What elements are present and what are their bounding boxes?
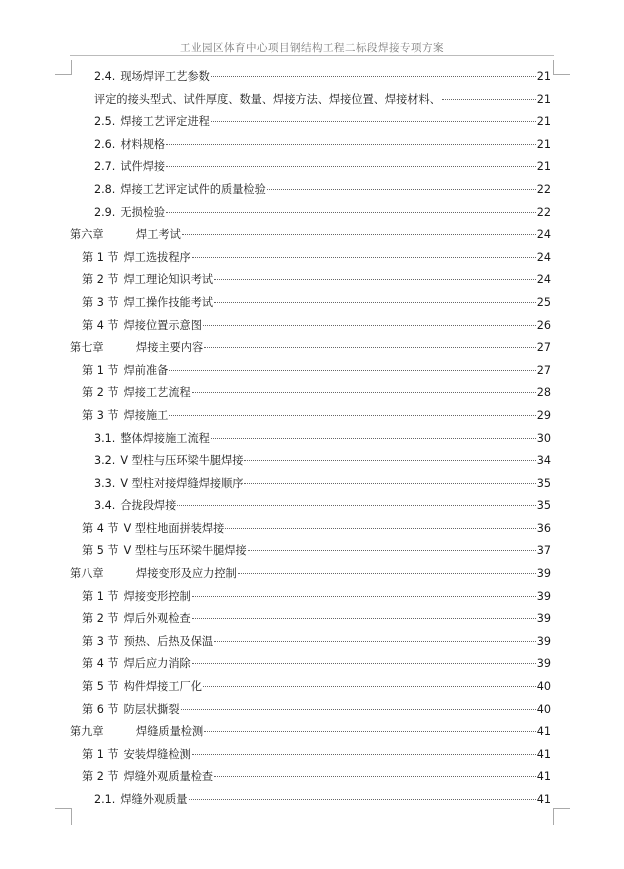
- toc-leader-dots: [203, 325, 536, 326]
- toc-leader-dots: [192, 257, 536, 258]
- toc-page-number: 39: [536, 567, 551, 581]
- toc-entry-number: 第 4 节: [82, 657, 119, 671]
- toc-entry-number: 第 2 节: [82, 273, 119, 287]
- toc-leader-dots: [166, 212, 536, 213]
- toc-page-number: 40: [536, 680, 551, 694]
- toc-leader-dots: [192, 663, 536, 664]
- toc-page-number: 24: [536, 273, 551, 287]
- toc-page-number: 24: [536, 250, 551, 264]
- toc-entry-number: 第 4 节: [82, 318, 119, 332]
- toc-leader-dots: [214, 279, 536, 280]
- toc-leader-dots: [182, 234, 536, 235]
- toc-entry-number: 3.3.: [94, 476, 116, 490]
- toc-entry-number: 第 6 节: [82, 702, 119, 716]
- toc-entry-sub[interactable]: [70, 789, 551, 812]
- toc-entry-number: 3.2.: [94, 454, 116, 468]
- toc-page-number: 28: [536, 386, 551, 400]
- toc-entry-chapter[interactable]: [70, 721, 551, 744]
- toc-entry-text: [82, 382, 191, 405]
- toc-leader-dots: [211, 438, 536, 439]
- toc-entry-title: 焊后应力消除: [123, 657, 191, 671]
- toc-entry-text: [70, 721, 203, 744]
- toc-entry-text: [94, 156, 165, 179]
- toc-leader-dots: [181, 709, 536, 710]
- toc-entry-number: 第 2 节: [82, 386, 119, 400]
- toc-entry-section[interactable]: [70, 315, 551, 338]
- toc-leader-dots: [238, 573, 536, 574]
- toc-entry-number: 第 1 节: [82, 747, 119, 761]
- toc-entry-title: V 型柱与压环梁牛腿焊接: [123, 544, 247, 558]
- toc-entry-sub[interactable]: [70, 179, 551, 202]
- toc-entry-number: 第 3 节: [82, 295, 119, 309]
- toc-entry-number: 第 1 节: [82, 363, 119, 377]
- toc-leader-dots: [267, 189, 536, 190]
- toc-entry-number: 2.5.: [94, 115, 116, 129]
- toc-entry-subtext[interactable]: [70, 89, 551, 112]
- toc-entry-chapter[interactable]: [70, 224, 551, 247]
- toc-entry-title: 焊接施工: [123, 408, 169, 422]
- toc-entry-title: 焊工操作技能考试: [123, 295, 214, 309]
- toc-entry-number: 第 5 节: [82, 544, 119, 558]
- toc-entry-number: 第九章: [70, 725, 104, 739]
- toc-entry-title: 焊工考试: [136, 228, 181, 242]
- toc-entry-section[interactable]: [70, 699, 551, 722]
- toc-entry-sub[interactable]: [70, 156, 551, 179]
- toc-entry-section[interactable]: [70, 247, 551, 270]
- toc-entry-title: 焊工理论知识考试: [123, 273, 214, 287]
- toc-page-number: 34: [536, 454, 551, 468]
- toc-leader-dots: [204, 347, 536, 348]
- toc-entry-text: [82, 608, 191, 631]
- toc-entry-sub[interactable]: [70, 134, 551, 157]
- toc-page-number: 39: [536, 657, 551, 671]
- toc-leader-dots: [192, 392, 536, 393]
- page-header: 工业园区体育中心项目钢结构工程二标段焊接专项方案: [180, 42, 444, 54]
- toc-leader-dots: [169, 370, 535, 371]
- toc-entry-title: 安装焊缝检测: [123, 747, 191, 761]
- toc-entry-title: V 型柱与压环梁牛腿焊接: [120, 454, 244, 468]
- toc-page-number: 21: [536, 92, 551, 106]
- toc-entry-text: [82, 405, 168, 428]
- toc-entry-number: 3.4.: [94, 499, 116, 513]
- toc-entry-section[interactable]: [70, 518, 551, 541]
- toc-page-number: 35: [536, 476, 551, 490]
- toc-entry-section[interactable]: [70, 269, 551, 292]
- toc-entry-text: [82, 315, 202, 338]
- toc-entry-section[interactable]: [70, 608, 551, 631]
- toc-entry-text: [82, 631, 213, 654]
- toc-leader-dots: [214, 302, 536, 303]
- toc-leader-dots: [192, 618, 536, 619]
- toc-entry-sub[interactable]: [70, 450, 551, 473]
- toc-entry-number: 第七章: [70, 341, 104, 355]
- toc-entry-section[interactable]: [70, 744, 551, 767]
- toc-entry-section[interactable]: [70, 653, 551, 676]
- toc-entry-number: 第 4 节: [82, 521, 119, 535]
- toc-leader-dots: [166, 166, 536, 167]
- toc-entry-number: 第 1 节: [82, 589, 119, 603]
- toc-entry-section[interactable]: [70, 540, 551, 563]
- toc-entry-text: [94, 111, 210, 134]
- toc-leader-dots: [192, 596, 536, 597]
- toc-entry-chapter[interactable]: [70, 337, 551, 360]
- toc-leader-dots: [192, 754, 536, 755]
- toc-entry-sub[interactable]: [70, 66, 551, 89]
- toc-entry-title: 防层状撕裂: [123, 702, 180, 716]
- table-of-contents: [70, 66, 551, 812]
- toc-page-number: 41: [536, 725, 551, 739]
- toc-page-number: 29: [536, 408, 551, 422]
- toc-leader-dots: [189, 799, 536, 800]
- toc-entry-title: V 型柱地面拼装焊接: [123, 521, 225, 535]
- toc-entry-number: 第八章: [70, 567, 104, 581]
- toc-entry-text: [94, 450, 243, 473]
- toc-entry-number: 第 2 节: [82, 770, 119, 784]
- toc-entry-text: [70, 563, 237, 586]
- toc-entry-section[interactable]: [70, 766, 551, 789]
- toc-entry-sub[interactable]: [70, 473, 551, 496]
- toc-entry-number: 2.4.: [94, 70, 116, 83]
- toc-entry-text: [94, 179, 266, 202]
- toc-entry-text: [70, 224, 181, 247]
- toc-entry-text: [94, 428, 210, 451]
- toc-entry-title: 合拢段焊接: [120, 499, 177, 513]
- toc-entry-number: 第 3 节: [82, 634, 119, 648]
- toc-page-number: 22: [536, 205, 551, 219]
- toc-entry-title: 焊接主要内容: [136, 341, 204, 355]
- toc-leader-dots: [169, 415, 535, 416]
- toc-page-number: 40: [536, 702, 551, 716]
- toc-entry-number: 第 3 节: [82, 408, 119, 422]
- toc-entry-text: [94, 473, 243, 496]
- toc-entry-title: 试件焊接: [120, 160, 166, 174]
- toc-entry-title: 焊接变形控制: [123, 589, 191, 603]
- toc-entry-text: [82, 518, 224, 541]
- toc-entry-title: 焊缝外观质量: [120, 793, 188, 806]
- toc-entry-title: 预热、后热及保温: [123, 634, 214, 648]
- toc-leader-dots: [203, 686, 536, 687]
- toc-entry-title: 焊接变形及应力控制: [136, 567, 237, 581]
- toc-entry-section[interactable]: [70, 405, 551, 428]
- toc-entry-title: 焊缝质量检测: [136, 725, 204, 739]
- toc-page-number: 25: [536, 295, 551, 309]
- corner-mark-top-right: [553, 60, 570, 75]
- toc-entry-chapter[interactable]: [70, 563, 551, 586]
- toc-entry-text: [94, 495, 176, 518]
- toc-page-number: 27: [536, 341, 551, 355]
- toc-page-number: 41: [536, 770, 551, 784]
- toc-entry-title: 材料规格: [120, 137, 166, 151]
- toc-entry-number: 3.1.: [94, 431, 116, 445]
- toc-entry-text: [82, 247, 191, 270]
- toc-entry-text: [82, 292, 213, 315]
- toc-entry-text: [82, 676, 202, 699]
- toc-entry-text: [82, 360, 168, 383]
- toc-entry-text: [94, 134, 165, 157]
- toc-page-number: 21: [536, 70, 551, 83]
- toc-entry-sub[interactable]: [70, 428, 551, 451]
- toc-leader-dots: [244, 460, 535, 461]
- toc-page-number: 41: [536, 747, 551, 761]
- toc-entry-number: 第 5 节: [82, 680, 119, 694]
- toc-page-number: 26: [536, 318, 551, 332]
- toc-entry-title: 焊接工艺评定试件的质量检验: [120, 182, 266, 196]
- toc-leader-dots: [244, 483, 535, 484]
- toc-entry-section[interactable]: [70, 292, 551, 315]
- toc-entry-text: [82, 653, 191, 676]
- toc-entry-number: 2.8.: [94, 182, 116, 196]
- toc-entry-number: 2.6.: [94, 137, 116, 151]
- toc-entry-title: 焊缝外观质量检查: [123, 770, 214, 784]
- toc-entry-title: V 型柱对接焊缝焊接顺序: [120, 476, 244, 490]
- toc-leader-dots: [211, 76, 536, 77]
- toc-entry-title: 无损检验: [120, 205, 166, 219]
- toc-entry-title: 焊接位置示意图: [123, 318, 202, 332]
- toc-entry-number: 2.7.: [94, 160, 116, 174]
- toc-entry-sub[interactable]: [70, 495, 551, 518]
- toc-leader-dots: [204, 731, 536, 732]
- toc-leader-dots: [214, 641, 536, 642]
- toc-page-number: 39: [536, 634, 551, 648]
- toc-entry-text: [82, 586, 191, 609]
- toc-page-number: 39: [536, 612, 551, 626]
- toc-entry-text: [82, 744, 191, 767]
- toc-page-number: 30: [536, 431, 551, 445]
- toc-entry-title: 焊接工艺流程: [123, 386, 191, 400]
- toc-entry-text: [94, 89, 441, 112]
- header-rule: [70, 55, 554, 56]
- toc-entry-title: 焊接工艺评定进程: [120, 115, 210, 129]
- toc-leader-dots: [442, 99, 536, 100]
- toc-entry-title: 现场焊评工艺参数: [120, 70, 210, 83]
- toc-page-number: 36: [536, 521, 551, 535]
- toc-page-number: 37: [536, 544, 551, 558]
- toc-leader-dots: [214, 776, 536, 777]
- toc-entry-text: [82, 766, 213, 789]
- toc-page-number: 35: [536, 499, 551, 513]
- toc-entry-number: 2.1.: [94, 793, 116, 806]
- toc-entry-number: 第 1 节: [82, 250, 119, 264]
- toc-leader-dots: [166, 144, 536, 145]
- toc-entry-title: 焊前准备: [123, 363, 169, 377]
- toc-entry-number: 2.9.: [94, 205, 116, 219]
- toc-leader-dots: [225, 528, 535, 529]
- toc-entry-number: 第六章: [70, 228, 104, 242]
- toc-entry-title: 整体焊接施工流程: [120, 431, 210, 445]
- toc-entry-number: 第 2 节: [82, 612, 119, 626]
- toc-entry-text: [82, 699, 180, 722]
- toc-entry-title: 评定的接头型式、试件厚度、数量、焊接方法、焊接位置、焊接材料、: [94, 92, 441, 106]
- toc-page-number: 24: [536, 228, 551, 242]
- toc-page-number: 21: [536, 160, 551, 174]
- toc-page-number: 41: [536, 793, 551, 806]
- toc-leader-dots: [248, 550, 536, 551]
- toc-entry-section[interactable]: [70, 360, 551, 383]
- toc-entry-text: [94, 66, 210, 89]
- toc-entry-section[interactable]: [70, 586, 551, 609]
- toc-entry-sub[interactable]: [70, 202, 551, 225]
- toc-page-number: 21: [536, 115, 551, 129]
- toc-leader-dots: [211, 121, 536, 122]
- toc-entry-text: [82, 269, 213, 292]
- toc-page-number: 27: [536, 363, 551, 377]
- toc-page-number: 21: [536, 137, 551, 151]
- toc-entry-title: 焊工选拔程序: [123, 250, 191, 264]
- toc-leader-dots: [177, 505, 535, 506]
- toc-page-number: 39: [536, 589, 551, 603]
- toc-entry-text: [94, 202, 165, 225]
- toc-entry-section[interactable]: [70, 631, 551, 654]
- toc-entry-title: 焊后外观检查: [123, 612, 191, 626]
- toc-entry-title: 构件焊接工厂化: [123, 680, 202, 694]
- toc-entry-text: [70, 337, 203, 360]
- toc-page-number: 22: [536, 182, 551, 196]
- corner-mark-bottom-right: [553, 808, 570, 825]
- toc-entry-text: [94, 789, 188, 812]
- toc-entry-text: [82, 540, 247, 563]
- toc-entry-section[interactable]: [70, 382, 551, 405]
- toc-entry-section[interactable]: [70, 676, 551, 699]
- toc-entry-sub[interactable]: [70, 111, 551, 134]
